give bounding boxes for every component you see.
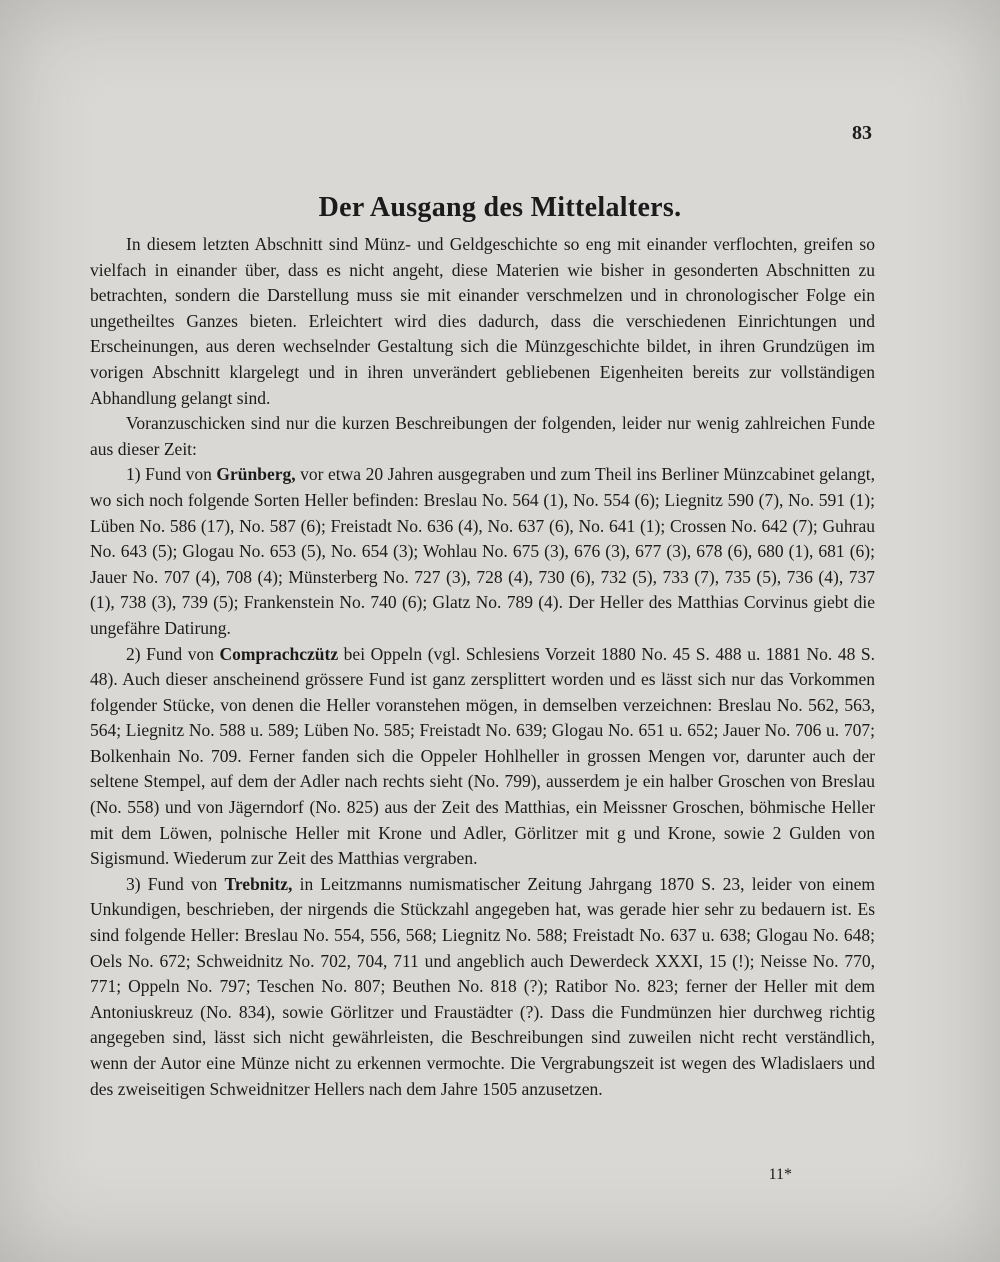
- paragraph-text: In diesem letzten Abschnitt sind Münz- und Geldgeschichte so eng mit einander verflochten, greifen so vielfach in einander über, dass es nicht angeht, diese Materien wie bisher in gesonderten Abschnitten zu betrachten, sondern die Darstellung muss sie mit einander verschmelzen und in chronologischer Folge ein ungetheiltes Ganzes bieten. Erleichtert wird dies dadurch, dass die verschiedenen Einrichtungen und Erscheinungen, aus deren wechselnder Gestaltung sich die Münzgeschichte bildet, in ihren Grundzügen im vorigen Abschnitt klargelegt und in ihren unverändert gebliebenen Eigenheiten bereits zur vollständigen Abhandlung gelangt sind.: [90, 234, 875, 408]
- paragraph-intro: [90, 232, 875, 411]
- paragraph-text: bei Oppeln (vgl. Schlesiens Vorzeit 1880 No. 45 S. 488 u. 1881 No. 48 S. 48). Auch dieser anscheinend grössere Fund ist ganz zersplittert worden und es lässt sich nur das Vorkommen folgender Stücke, von denen die Heller voranstehen mögen, in demselben verzeichnen: Breslau No. 562, 563, 564; Liegnitz No. 588 u. 589; Lüben No. 585; Freistadt No. 639; Glogau No. 651 u. 652; Jauer No. 706 u. 707; Bolkenhain No. 709. Ferner fanden sich die Oppeler Hohlheller in grossen Mengen vor, darunter auch der seltene Stempel, auf dem der Adler nach rechts sieht (No. 799), ausserdem je ein halber Groschen von Breslau (No. 558) und von Jägerndorf (No. 825) aus der Zeit des Matthias, ein Meissner Groschen, böhmische Heller mit dem Löwen, polnische Heller mit Krone und Adler, Görlitzer mit g und Krone, sowie 2 Gulden von Sigismund. Wiederum zur Zeit des Matthias vergraben.: [90, 643, 876, 869]
- paragraph-text: Voranzuschicken sind nur die kurzen Beschreibungen der folgenden, leider nur wenig zahlreichen Funde aus dieser Zeit:: [90, 413, 875, 459]
- find-place: Trebnitz,: [224, 873, 293, 894]
- paragraph-find-3: [90, 872, 875, 1102]
- paragraph-find-1: [90, 462, 875, 641]
- paragraph-text: vor etwa 20 Jahren ausgegraben und zum Theil ins Berliner Münzcabinet gelangt, wo sich noch folgende Sorten Heller befinden: Breslau No. 564 (1), No. 554 (6); Liegnitz 590 (7), No. 591 (1); Lüben No. 586 (17), No. 587 (6); Freistadt No. 636 (4), No. 637 (6), No. 641 (1); Crossen No. 642 (7); Guhrau No. 643 (5); Glogau No. 653 (5), No. 654 (3); Wohlau No. 675 (3), 676 (3), 677 (3), 678 (6), 680 (1), 681 (6); Jauer No. 707 (4), 708 (4); Münsterberg No. 727 (3), 728 (4), 730 (6), 732 (5), 733 (7), 735 (5), 736 (4), 737 (1), 738 (3), 739 (5); Frankenstein No. 740 (6); Glatz No. 789 (4). Der Heller des Matthias Corvinus giebt die ungefähre Datirung.: [90, 464, 876, 638]
- paragraph-finds-intro: [90, 411, 875, 462]
- find-place: Grünberg,: [216, 464, 296, 485]
- find-place: Comprachczütz: [219, 643, 339, 664]
- body-text: [90, 232, 875, 1102]
- paragraph-find-2: [90, 642, 875, 872]
- paragraph-text: in Leitzmanns numismatischer Zeitung Jahrgang 1870 S. 23, leider von einem Unkundigen, beschrieben, der nirgends die Stückzahl angegeben hat, was gerade hier sehr zu bedauern ist. Es sind folgende Heller: Breslau No. 554, 556, 568; Liegnitz No. 588; Freistadt No. 637 u. 638; Glogau No. 648; Oels No. 672; Schweidnitz No. 702, 704, 711 und angeblich auch Dewerdeck XXXI, 15 (!); Neisse No. 770, 771; Oppeln No. 797; Teschen No. 807; Beuthen No. 818 (?); Ratibor No. 823; ferner der Heller mit dem Antoniuskreuz (No. 834), sowie Görlitzer und Fraustädter (?). Dass die Fundmünzen hier durchweg richtig angegeben sind, lässt sich nicht gewährleisten, die Beschreibungen sind zuweilen nicht recht verständlich, wenn der Autor eine Münze nicht zu erkennen vermochte. Die Vergrabungszeit ist wegen des Wladislaers und des zweiseitigen Schweidnitzer Hellers nach dem Jahre 1505 anzusetzen.: [90, 873, 875, 1099]
- chapter-title: Der Ausgang des Mittelalters.: [318, 192, 682, 223]
- page-number: 83: [852, 122, 872, 144]
- find-number: 3) Fund von: [126, 873, 225, 894]
- find-number: 2) Fund von: [126, 643, 220, 664]
- find-number: 1) Fund von: [126, 464, 217, 485]
- signature-mark: 11*: [768, 1166, 792, 1183]
